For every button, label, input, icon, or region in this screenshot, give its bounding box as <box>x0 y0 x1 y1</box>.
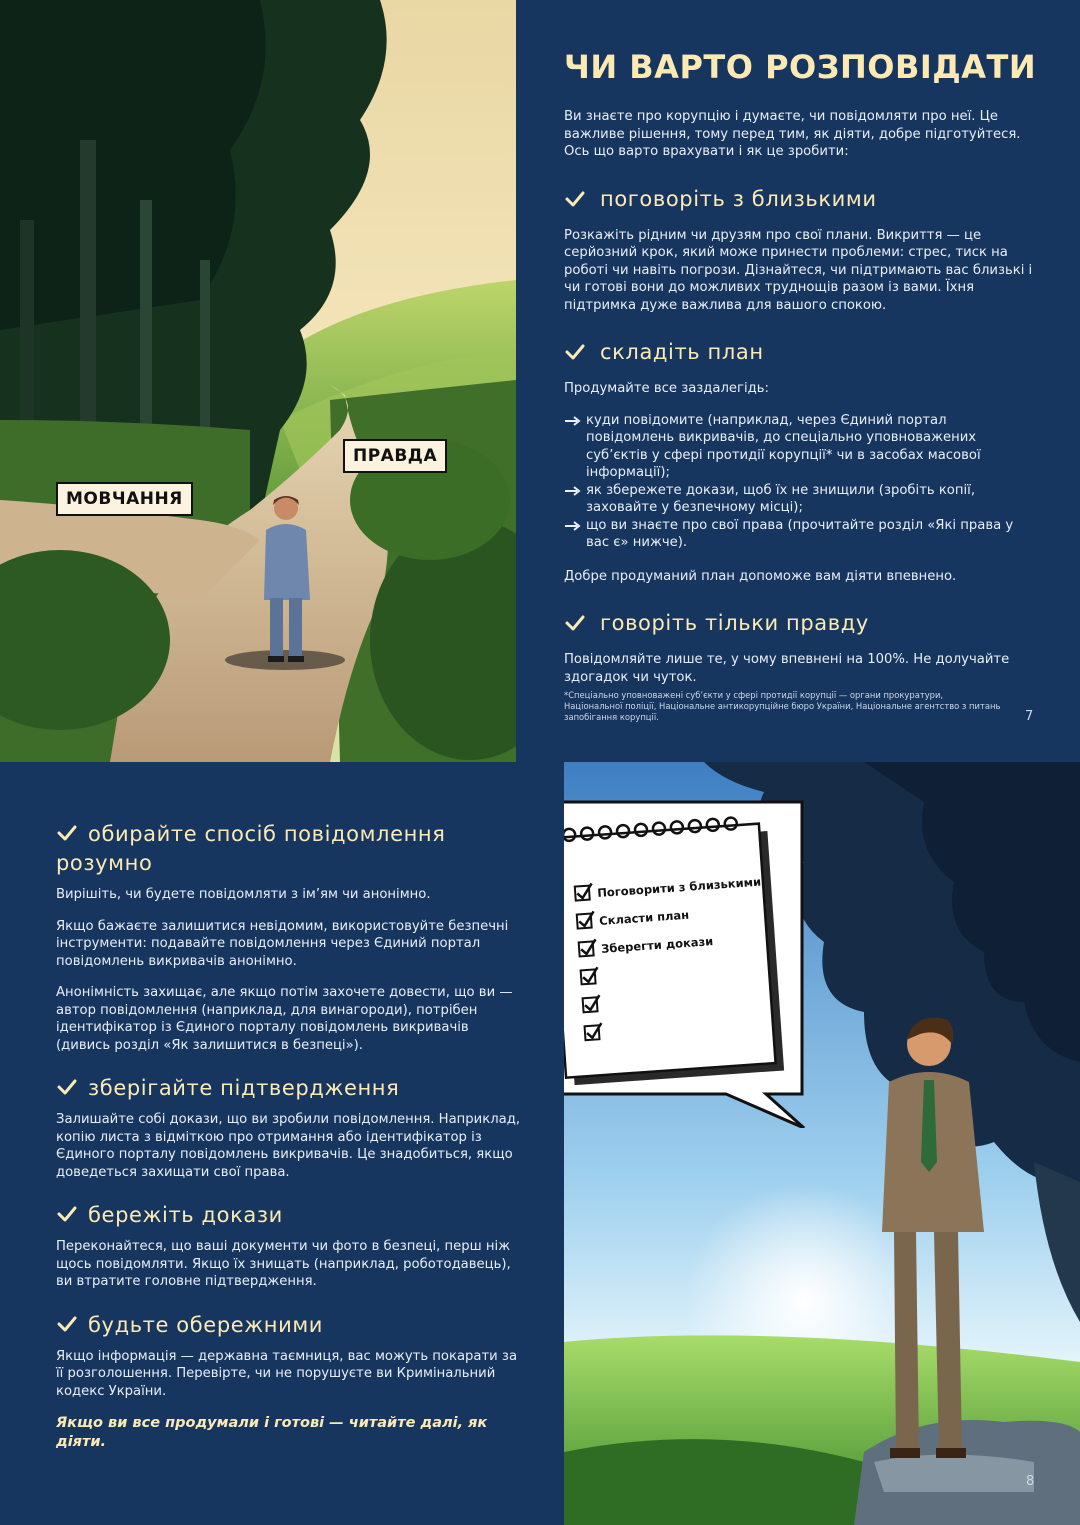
paragraph: Переконайтеся, що ваші документи чи фото в безпеці, перш ніж щось повідомляти. Якщо їх знищать (наприклад, роботодавець), ви втратите головне підтвердження. <box>56 1239 511 1289</box>
paragraph: Анонімність захищає, але якщо потім захочете довести, що ви — автор повідомлення (наприклад, для винагороди), потрібен ідентифікатор із Єдиного порталу повідомлень викривачів (дивись розділ «Як залишитися в безпеці»). <box>56 985 513 1053</box>
check-icon <box>56 1076 78 1098</box>
check-icon <box>564 612 586 634</box>
paragraph: Вирішіть, чи будете повідомляти з ім’ям чи анонімно. <box>56 887 431 902</box>
plan-lead: Продумайте все заздалегідь: <box>564 381 769 396</box>
section-text-talk-to-relatives: Розкажіть рідним чи друзям про свої плани. Викриття — це серйозний крок, який може принести проблеми: стрес, тиск на роботі чи навіть погрози. Дізнайтеся, чи підтримають вас близькі і чи готові вони до можливих труднощів разом із вами. Їхня підтримка дуже важлива для вашого спокою. <box>564 227 1033 313</box>
top-text-column <box>564 48 1037 686</box>
section-heading-text: поговоріть з близькими <box>600 186 877 211</box>
footnote: *Спеціально уповноважені суб’єкти у сфері протидії корупції — органи прокуратури, Національної поліції, Національне антикорупційне бюро України, Національне агентство з питань запобігання корупції. <box>564 690 1001 722</box>
section-heading-talk-to-relatives <box>564 185 1034 213</box>
paragraph: Залишайте собі докази, що ви зробили повідомлення. Наприклад, копію листа з відміткою про отримання або ідентифікатор із Єдиного порталу повідомлень викривачів. Це знадобиться, якщо доведеться захищати свої права. <box>56 1112 521 1180</box>
section-heading-be-careful <box>56 1311 522 1340</box>
paragraph: Якщо бажаєте залишитися невідомим, використовуйте безпечні інструменти: подавайте повідомлення через Єдиний портал повідомлень викривачів анонімно. <box>56 918 509 969</box>
page-title: ЧИ ВАРТО РОЗПОВІДАТИ <box>564 48 1037 86</box>
list-item-text: куди повідомите (наприклад, через Єдиний портал повідомлень викривачів, до спеціально уповноважених суб’єктів у сфері протидії корупції* чи в засобах масової інформації); <box>586 412 981 480</box>
section-heading-text: зберігайте підтвердження <box>88 1076 400 1100</box>
plan-list <box>564 412 1034 552</box>
list-item <box>564 517 1034 552</box>
closing-statement: Якщо ви все продумали і готові — читайте далі, як діяти. <box>56 1415 488 1450</box>
section-heading-tell-truth <box>564 609 1034 637</box>
arrow-right-icon <box>564 521 582 531</box>
check-icon <box>56 1203 78 1225</box>
notepad-item: Поговорити з близькими <box>596 874 762 901</box>
paragraph: Якщо інформація — державна таємниця, вас можуть покарати за її розголошення. Перевірте, чи не порушуєте ви Кримінальний кодекс України. <box>56 1348 518 1399</box>
page-number: 8 <box>1026 1474 1035 1489</box>
page-number: 7 <box>1025 709 1034 724</box>
section-heading-make-plan <box>564 338 1034 366</box>
forest-path-artwork <box>0 0 516 762</box>
page-7 <box>0 0 1080 762</box>
bottom-text-column <box>56 820 522 1452</box>
section-heading-text: бережіть докази <box>88 1203 283 1227</box>
arrow-right-icon <box>564 416 582 426</box>
section-heading-protect-evidence <box>56 1201 522 1230</box>
notepad-item: Зберегти докази <box>600 934 714 956</box>
arrow-right-icon <box>564 486 582 496</box>
page-8 <box>0 762 1080 1525</box>
section-heading-choose-method <box>56 820 522 878</box>
intro-paragraph: Ви знаєте про корупцію і думаєте, чи повідомляти про неї. Це важливе рішення, тому перед тим, як діяти, добре підготуйтеся. Ось що варто врахувати і як це зробити: <box>564 109 1021 159</box>
section-heading-text: говоріть тільки правду <box>600 611 869 635</box>
section-text-tell-truth: Повідомляйте лише те, у чому впевнені на 100%. Не долучайте здогадок чи чуток. <box>564 652 1010 685</box>
section-heading-keep-confirmation <box>56 1074 522 1103</box>
check-icon <box>56 1313 78 1335</box>
list-item <box>564 482 1034 517</box>
check-icon <box>564 341 586 363</box>
list-item <box>564 412 1034 482</box>
check-icon <box>56 822 78 844</box>
silence-caption: МОВЧАННЯ <box>56 482 193 516</box>
check-icon <box>564 188 586 210</box>
truth-caption: ПРАВДА <box>343 439 447 473</box>
notepad-item: Скласти план <box>598 907 690 928</box>
checklist-notepad <box>564 798 808 1128</box>
section-heading-text: обирайте спосіб повідомлення розумно <box>56 822 446 875</box>
section-heading-text: будьте обережними <box>88 1312 324 1337</box>
plan-closing: Добре продуманий план допоможе вам діяти впевнено. <box>564 568 957 584</box>
forest-path-illustration <box>0 0 516 762</box>
field-man-illustration <box>564 762 1080 1525</box>
section-heading-text: складіть план <box>600 340 764 364</box>
list-item-text: як збережете докази, щоб їх не знищили (зробіть копії, заховайте у безпечному місці); <box>586 482 976 515</box>
list-item-text: що ви знаєте про свої права (прочитайте розділ «Які права у вас є» нижче). <box>586 517 1014 550</box>
